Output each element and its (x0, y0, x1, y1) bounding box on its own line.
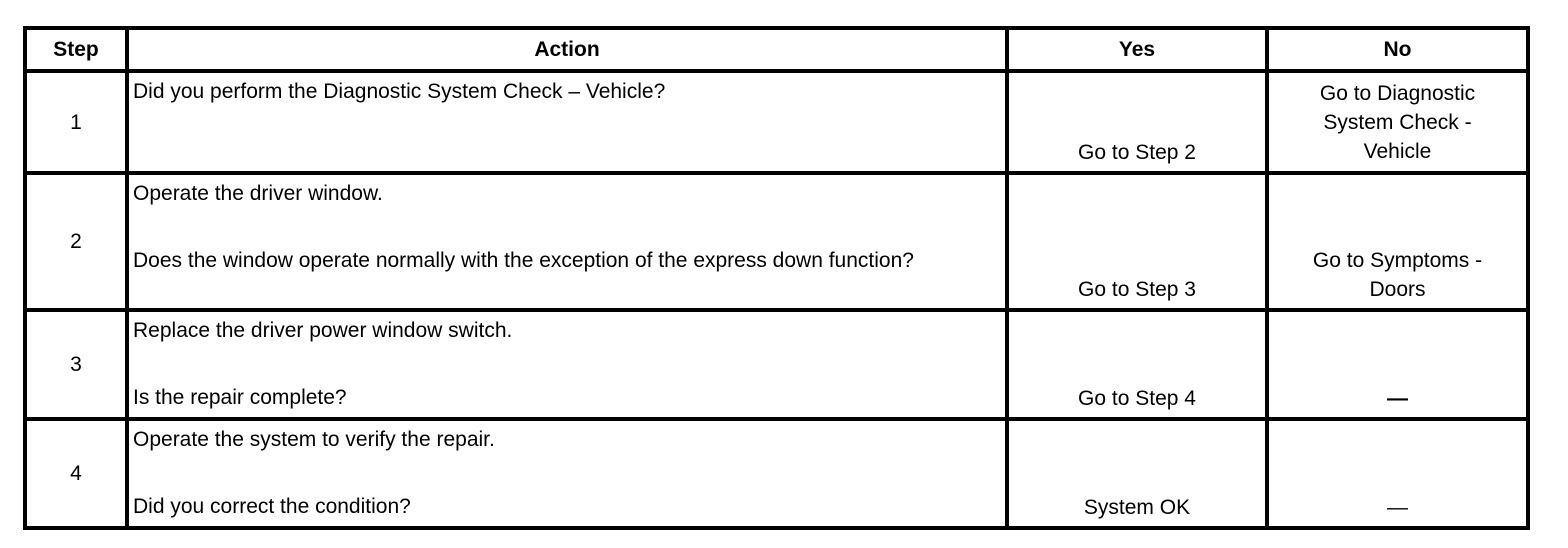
action-text: Operate the driver window. (133, 182, 383, 205)
action-text: Operate the system to verify the repair. (133, 428, 495, 451)
action-cell (127, 419, 1007, 528)
yes-cell: Go to Step 3 (1007, 173, 1267, 310)
table-row (25, 173, 1528, 310)
step-number: 1 (25, 71, 127, 173)
action-question: Does the window operate normally with the exception of the express down function? (133, 249, 914, 272)
no-cell: — (1267, 310, 1528, 419)
table-row (25, 310, 1528, 419)
header-no: No (1267, 28, 1528, 71)
header-action: Action (127, 28, 1007, 71)
header-row (25, 28, 1528, 71)
yes-cell: System OK (1007, 419, 1267, 528)
action-question: Did you correct the condition? (133, 495, 411, 518)
no-cell (1267, 173, 1528, 310)
action-cell (127, 310, 1007, 419)
action-text: Did you perform the Diagnostic System Check – Vehicle? (133, 80, 666, 103)
yes-cell: Go to Step 2 (1007, 71, 1267, 173)
diagnostic-table (23, 26, 1530, 530)
no-cell: — (1267, 419, 1528, 528)
table-row (25, 71, 1528, 173)
header-step: Step (25, 28, 127, 71)
no-text: Go to Symptoms - Doors (1312, 249, 1483, 301)
step-number: 2 (25, 173, 127, 310)
no-text: Go to Diagnostic System Check - Vehicle (1319, 82, 1476, 163)
step-number: 3 (25, 310, 127, 419)
no-cell (1267, 71, 1528, 173)
table-row (25, 419, 1528, 528)
yes-cell: Go to Step 4 (1007, 310, 1267, 419)
action-text: Replace the driver power window switch. (133, 319, 513, 342)
action-question: Is the repair complete? (133, 386, 347, 409)
action-cell (127, 71, 1007, 173)
action-cell (127, 173, 1007, 310)
step-number: 4 (25, 419, 127, 528)
header-yes: Yes (1007, 28, 1267, 71)
